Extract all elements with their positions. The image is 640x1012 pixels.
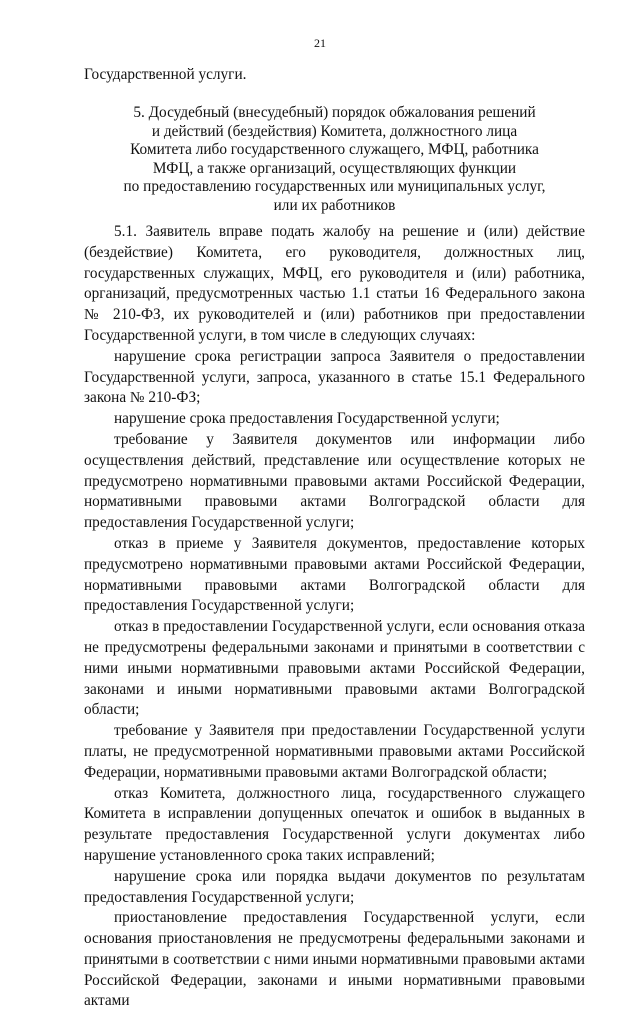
heading-line: 5. Досудебный (внесудебный) порядок обжалования решений — [133, 104, 536, 121]
list-item: отказ Комитета, должностного лица, государственного служащего Комитета в исправлении допущенных опечаток и ошибок в выданных в результате предоставления Государственной услуги документах либо нарушение установленного срока таких исправлений; — [84, 784, 585, 864]
paragraph: 5.1. Заявитель вправе подать жалобу на решение и (или) действие (бездействие) Комитета, его руководителя, должностных лиц, государственных служащих, МФЦ, его руководителя и (или) работника, организаций, предусмотренных частью 1.1 статьи 16 Федерального закона № 210-ФЗ, их руководителей и (или) работников при предоставлении Государственной услуги, в том числе в следующих случаях: — [84, 223, 585, 344]
list-item: требование у Заявителя при предоставлении Государственной услуги платы, не предусмотренной нормативными правовыми актами Российской Федерации, нормативными правовыми актами Волгоградской области; — [84, 722, 585, 781]
heading-line: МФЦ, а также организаций, осуществляющих функции — [152, 159, 517, 177]
list-item: нарушение срока предоставления Государственной услуги; — [114, 410, 500, 428]
carryover-line: Государственной услуги. — [84, 66, 247, 83]
list-item: нарушение срока регистрации запроса Заявителя о предоставлении Государственной услуги, запроса, указанного в статье 15.1 Федерального закона № 210-ФЗ; — [84, 347, 585, 407]
heading-line: по предоставлению государственных или муниципальных услуг, — [123, 178, 546, 195]
list-item: отказ в приеме у Заявителя документов, предоставление которых предусмотрено нормативными правовыми актами Российской Федерации, нормативными правовыми актами Волгоградской области для предоставления Государственной услуги; — [84, 534, 585, 615]
list-item: нарушение срока или порядка выдачи документов по результатам предоставления Государственной услуги; — [84, 867, 585, 906]
heading-line: Комитета либо государственного служащего, МФЦ, работника — [130, 141, 539, 158]
heading-line: и действий (бездействия) Комитета, должностного лица — [151, 122, 518, 140]
list-item: требование у Заявителя документов или информации либо осуществления действий, представление или осуществление которых не предусмотрено нормативными правовыми актами Российской Федерации, нормативными правовыми актами Волгоградской области для предоставления Государственной услуги; — [84, 430, 585, 532]
heading-line: или их работников — [273, 196, 396, 214]
section-heading — [84, 104, 585, 215]
list-item: отказ в предоставлении Государственной услуги, если основания отказа не предусмотрены федеральными законами и принятыми в соответствии с ними иными нормативными правовыми актами Российской Федерации, законами и иными нормативными правовыми актами Волгоградской области; — [84, 618, 585, 719]
page-number: 21 — [314, 36, 326, 50]
document-body — [84, 222, 585, 1012]
list-item: приостановление предоставления Государственной услуги, если основания приостановления не предусмотрены федеральными законами и принятыми в соответствии с ними иными нормативными правовыми актами Российской Федерации, законами и иными нормативными правовыми актами — [84, 909, 585, 1010]
